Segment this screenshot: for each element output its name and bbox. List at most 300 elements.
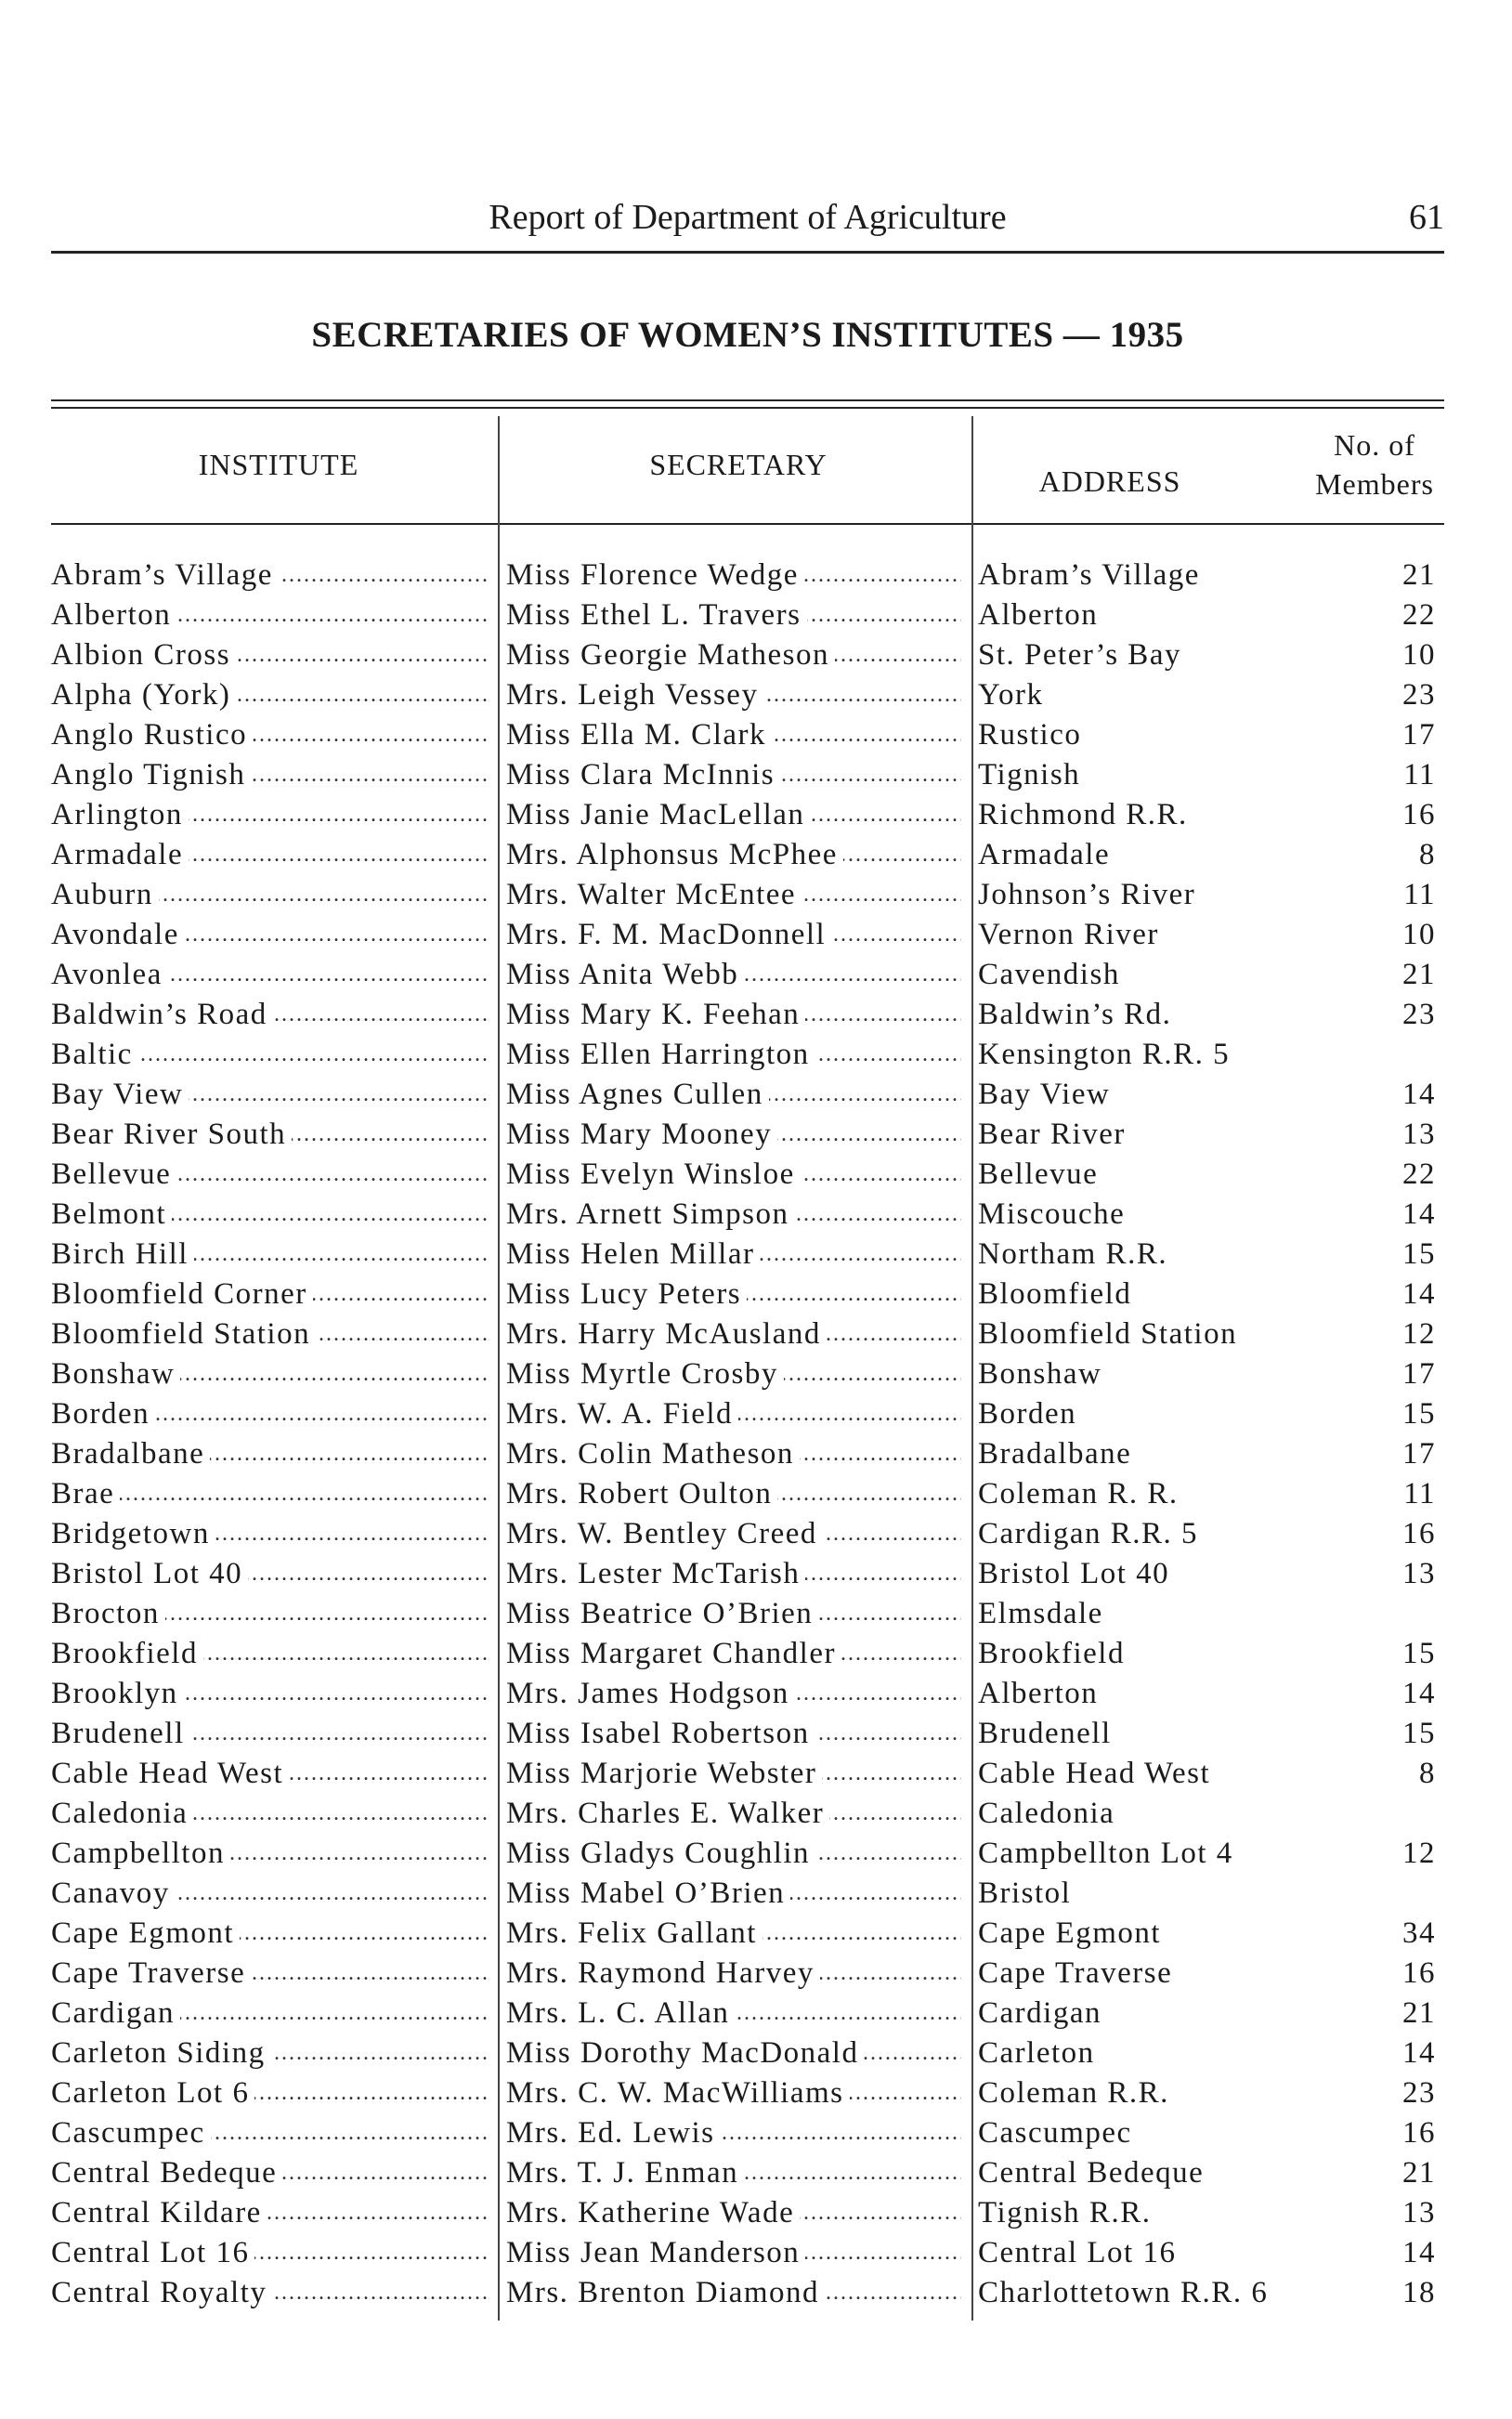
institute-cell-text: Bonshaw bbox=[51, 1354, 180, 1394]
secretary-cell bbox=[506, 1155, 961, 1195]
members-cell bbox=[1361, 1634, 1441, 1674]
address-cell-text: Brookfield bbox=[978, 1637, 1130, 1670]
secretary-cell bbox=[506, 1195, 961, 1235]
members-cell bbox=[1361, 1075, 1441, 1115]
institute-cell bbox=[51, 1554, 488, 1594]
institute-cell bbox=[51, 755, 488, 795]
members-cell bbox=[1361, 675, 1441, 715]
institute-cell bbox=[51, 2153, 488, 2193]
institute-cell bbox=[51, 715, 488, 755]
members-cell-text: 23 bbox=[1402, 678, 1441, 712]
members-cell bbox=[1361, 1594, 1441, 1634]
institute-cell-text: Birch Hill bbox=[51, 1235, 194, 1275]
institute-cell bbox=[51, 1794, 488, 1834]
table-row bbox=[51, 1674, 1444, 1714]
institute-cell bbox=[51, 1914, 488, 1954]
secretary-cell bbox=[506, 2113, 961, 2153]
column-header-address: ADDRESS bbox=[1038, 464, 1181, 498]
secretary-cell-text: Mrs. Walter McEntee bbox=[506, 875, 802, 915]
table-top-rule bbox=[51, 399, 1444, 409]
address-cell-text: Tignish bbox=[978, 758, 1086, 791]
secretary-cell bbox=[506, 1794, 961, 1834]
institute-cell bbox=[51, 795, 488, 835]
institute-cell-text: Brocton bbox=[51, 1594, 165, 1634]
members-cell bbox=[1361, 1155, 1441, 1195]
members-cell bbox=[1361, 1914, 1441, 1954]
secretary-cell-text: Miss Beatrice O’Brien bbox=[506, 1594, 818, 1634]
address-cell-text: Caledonia bbox=[978, 1797, 1120, 1830]
members-cell bbox=[1361, 2193, 1441, 2233]
address-cell bbox=[978, 1394, 1336, 1434]
secretary-cell bbox=[506, 1075, 961, 1115]
table-row bbox=[51, 2113, 1444, 2153]
members-cell-text: 17 bbox=[1402, 718, 1441, 752]
secretary-cell-text: Mrs. Raymond Harvey bbox=[506, 1954, 820, 1994]
institute-cell-text: Caledonia bbox=[51, 1794, 193, 1834]
members-cell-text: 10 bbox=[1402, 638, 1441, 672]
secretary-cell-text: Miss Helen Millar bbox=[506, 1235, 760, 1275]
institute-cell bbox=[51, 556, 488, 595]
table-row bbox=[51, 1754, 1444, 1794]
secretary-cell bbox=[506, 915, 961, 955]
table-row bbox=[51, 915, 1444, 955]
members-cell bbox=[1361, 755, 1441, 795]
address-cell-text: Kensington R.R. 5 bbox=[978, 1038, 1235, 1071]
address-cell bbox=[978, 1354, 1336, 1394]
institute-cell bbox=[51, 2193, 488, 2233]
institute-cell-text: Arlington bbox=[51, 795, 189, 835]
secretary-cell bbox=[506, 2153, 961, 2193]
table-row bbox=[51, 2153, 1444, 2193]
secretary-cell-text: Miss Mabel O’Brien bbox=[506, 1874, 790, 1914]
institute-cell bbox=[51, 1434, 488, 1474]
secretary-cell bbox=[506, 995, 961, 1035]
secretary-cell bbox=[506, 1314, 961, 1354]
institute-cell-text: Bellevue bbox=[51, 1155, 176, 1195]
members-cell bbox=[1361, 1195, 1441, 1235]
members-cell bbox=[1361, 1794, 1441, 1834]
secretary-cell bbox=[506, 1714, 961, 1754]
address-cell-text: Cape Traverse bbox=[978, 1956, 1178, 1990]
institute-cell-text: Abram’s Village bbox=[51, 556, 279, 595]
members-cell-text: 8 bbox=[1419, 1757, 1441, 1790]
secretary-cell-text: Miss Georgie Matheson bbox=[506, 635, 835, 675]
institute-cell bbox=[51, 2073, 488, 2113]
address-cell bbox=[978, 1474, 1336, 1514]
secretary-cell-text: Mrs. Lester McTarish bbox=[506, 1554, 805, 1594]
institute-cell-text: Carleton Lot 6 bbox=[51, 2073, 254, 2113]
members-cell-text: 13 bbox=[1402, 2196, 1441, 2229]
institute-cell-text: Bay View bbox=[51, 1075, 189, 1115]
address-cell-text: Bellevue bbox=[978, 1157, 1103, 1191]
address-cell-text: Armadale bbox=[978, 838, 1115, 871]
members-cell bbox=[1361, 915, 1441, 955]
table-row bbox=[51, 595, 1444, 635]
address-cell-text: Brudenell bbox=[978, 1717, 1117, 1750]
institute-cell-text: Avondale bbox=[51, 915, 185, 955]
secretary-cell-text: Mrs. Robert Oulton bbox=[506, 1474, 777, 1514]
members-cell-text: 21 bbox=[1402, 958, 1441, 991]
address-cell bbox=[978, 1115, 1336, 1155]
address-cell-text: Bear River bbox=[978, 1118, 1131, 1151]
institute-cell-text: Belmont bbox=[51, 1195, 172, 1235]
institute-cell bbox=[51, 1994, 488, 2033]
running-head-title: Report of Department of Agriculture bbox=[489, 198, 1007, 237]
members-cell-text: 10 bbox=[1402, 918, 1441, 951]
address-cell bbox=[978, 2033, 1336, 2073]
secretary-cell-text: Mrs. Ed. Lewis bbox=[506, 2113, 720, 2153]
members-cell bbox=[1361, 1354, 1441, 1394]
members-cell-text: 15 bbox=[1402, 1717, 1441, 1750]
members-cell bbox=[1361, 1554, 1441, 1594]
secretary-cell-text: Mrs. Arnett Simpson bbox=[506, 1195, 794, 1235]
table-row bbox=[51, 1514, 1444, 1554]
address-cell bbox=[978, 1434, 1336, 1474]
members-cell bbox=[1361, 1674, 1441, 1714]
address-cell-text: Baldwin’s Rd. bbox=[978, 998, 1177, 1031]
institute-cell bbox=[51, 1075, 488, 1115]
secretary-cell-text: Mrs. T. J. Enman bbox=[506, 2153, 744, 2193]
institute-cell bbox=[51, 1834, 488, 1874]
address-cell-text: Central Lot 16 bbox=[978, 2236, 1181, 2269]
secretary-cell-text: Miss Jean Manderson bbox=[506, 2233, 805, 2273]
address-cell bbox=[978, 1914, 1336, 1954]
members-cell-text bbox=[1436, 1876, 1441, 1910]
table-title: SECRETARIES OF WOMEN’S INSTITUTES — 1935 bbox=[311, 315, 1184, 355]
table-row bbox=[51, 1275, 1444, 1314]
secretary-cell bbox=[506, 1474, 961, 1514]
address-cell bbox=[978, 835, 1336, 875]
table-row bbox=[51, 1554, 1444, 1594]
table-row bbox=[51, 1035, 1444, 1075]
secretary-cell bbox=[506, 755, 961, 795]
institute-cell-text: Baldwin’s Road bbox=[51, 995, 273, 1035]
address-cell-text: St. Peter’s Bay bbox=[978, 638, 1187, 672]
secretary-cell bbox=[506, 1594, 961, 1634]
members-cell-text: 16 bbox=[1402, 798, 1441, 831]
secretary-cell-text: Miss Janie MacLellan bbox=[506, 795, 810, 835]
secretary-cell-text: Mrs. Colin Matheson bbox=[506, 1434, 800, 1474]
secretary-cell-text: Mrs. James Hodgson bbox=[506, 1674, 795, 1714]
secretary-cell bbox=[506, 1874, 961, 1914]
address-cell-text: Richmond R.R. bbox=[978, 798, 1193, 831]
secretary-cell-text: Miss Florence Wedge bbox=[506, 556, 804, 595]
table-row bbox=[51, 1115, 1444, 1155]
members-cell-text: 14 bbox=[1402, 2236, 1441, 2269]
secretary-cell bbox=[506, 1434, 961, 1474]
members-cell bbox=[1361, 1115, 1441, 1155]
members-cell-text: 23 bbox=[1402, 998, 1441, 1031]
table-row bbox=[51, 835, 1444, 875]
institute-cell bbox=[51, 1714, 488, 1754]
institute-cell bbox=[51, 1874, 488, 1914]
institute-cell bbox=[51, 2273, 488, 2313]
column-header-institute: INSTITUTE bbox=[198, 448, 359, 481]
table-row bbox=[51, 1075, 1444, 1115]
secretary-cell bbox=[506, 2233, 961, 2273]
institute-cell-text: Alpha (York) bbox=[51, 675, 236, 715]
address-cell bbox=[978, 1674, 1336, 1714]
address-cell-text: Alberton bbox=[978, 598, 1103, 632]
members-cell-text bbox=[1436, 1038, 1441, 1071]
address-cell bbox=[978, 1754, 1336, 1794]
address-cell bbox=[978, 635, 1336, 675]
address-cell bbox=[978, 795, 1336, 835]
institute-cell-text: Baltic bbox=[51, 1035, 138, 1075]
address-cell-text: Cape Egmont bbox=[978, 1916, 1167, 1950]
table-row bbox=[51, 875, 1444, 915]
secretary-cell-text: Mrs. Felix Gallant bbox=[506, 1914, 763, 1954]
institute-cell bbox=[51, 1235, 488, 1275]
address-cell-text: Coleman R.R. bbox=[978, 2076, 1175, 2110]
table-row bbox=[51, 2233, 1444, 2273]
members-cell bbox=[1361, 1714, 1441, 1754]
institute-cell-text: Armadale bbox=[51, 835, 189, 875]
members-cell-text: 14 bbox=[1402, 1677, 1441, 1710]
members-cell bbox=[1361, 995, 1441, 1035]
secretary-cell bbox=[506, 875, 961, 915]
address-cell-text: Northam R.R. bbox=[978, 1237, 1173, 1271]
address-cell bbox=[978, 1594, 1336, 1634]
table-row bbox=[51, 1474, 1444, 1514]
institute-cell bbox=[51, 835, 488, 875]
table-row bbox=[51, 1794, 1444, 1834]
members-cell bbox=[1361, 1474, 1441, 1514]
institute-cell-text: Borden bbox=[51, 1394, 155, 1434]
secretary-cell-text: Miss Ella M. Clark bbox=[506, 715, 772, 755]
members-cell-text: 11 bbox=[1403, 758, 1441, 791]
institute-cell-text: Anglo Tignish bbox=[51, 755, 251, 795]
institute-cell-text: Bradalbane bbox=[51, 1434, 210, 1474]
members-cell bbox=[1361, 795, 1441, 835]
members-cell bbox=[1361, 635, 1441, 675]
secretary-cell-text: Mrs. C. W. MacWilliams bbox=[506, 2073, 850, 2113]
secretary-cell bbox=[506, 556, 961, 595]
members-cell-text: 17 bbox=[1402, 1437, 1441, 1471]
table-row bbox=[51, 2273, 1444, 2313]
secretary-cell bbox=[506, 2073, 961, 2113]
members-cell bbox=[1361, 835, 1441, 875]
members-cell-text: 12 bbox=[1402, 1317, 1441, 1351]
secretary-cell bbox=[506, 1275, 961, 1314]
address-cell bbox=[978, 1195, 1336, 1235]
members-cell bbox=[1361, 1834, 1441, 1874]
address-cell bbox=[978, 2153, 1336, 2193]
institute-cell-text: Central Royalty bbox=[51, 2273, 272, 2313]
institute-cell-text: Brae bbox=[51, 1474, 120, 1514]
members-cell bbox=[1361, 2073, 1441, 2113]
institute-cell bbox=[51, 1195, 488, 1235]
secretary-cell bbox=[506, 595, 961, 635]
table-row bbox=[51, 755, 1444, 795]
institute-cell bbox=[51, 1954, 488, 1994]
institute-cell bbox=[51, 2113, 488, 2153]
institute-cell-text: Cape Egmont bbox=[51, 1914, 240, 1954]
address-cell-text: York bbox=[978, 678, 1049, 712]
institute-cell bbox=[51, 1275, 488, 1314]
members-cell-text: 22 bbox=[1402, 1157, 1441, 1191]
address-cell bbox=[978, 1874, 1336, 1914]
institute-cell-text: Bristol Lot 40 bbox=[51, 1554, 248, 1594]
members-cell bbox=[1361, 1954, 1441, 1994]
address-cell-text: Bloomfield Station bbox=[978, 1317, 1243, 1351]
table-row bbox=[51, 1434, 1444, 1474]
address-cell bbox=[978, 2113, 1336, 2153]
institute-cell bbox=[51, 1394, 488, 1434]
address-cell-text: Bradalbane bbox=[978, 1437, 1137, 1471]
address-cell bbox=[978, 1035, 1336, 1075]
secretary-cell bbox=[506, 1834, 961, 1874]
table-row bbox=[51, 1914, 1444, 1954]
members-cell-text: 16 bbox=[1402, 1956, 1441, 1990]
table-row bbox=[51, 1954, 1444, 1994]
members-cell bbox=[1361, 875, 1441, 915]
secretary-cell-text: Miss Lucy Peters bbox=[506, 1275, 747, 1314]
secretary-cell-text: Miss Mary K. Feehan bbox=[506, 995, 805, 1035]
address-cell-text: Cable Head West bbox=[978, 1757, 1216, 1790]
institute-cell-text: Central Kildare bbox=[51, 2193, 267, 2233]
institute-cell bbox=[51, 595, 488, 635]
institute-cell-text: Campbellton bbox=[51, 1834, 230, 1874]
table-row bbox=[51, 1155, 1444, 1195]
institute-cell-text: Bloomfield Station bbox=[51, 1314, 316, 1354]
secretary-cell bbox=[506, 2273, 961, 2313]
address-cell bbox=[978, 1155, 1336, 1195]
table-row bbox=[51, 1834, 1444, 1874]
institute-cell bbox=[51, 995, 488, 1035]
table-row bbox=[51, 675, 1444, 715]
members-cell-text: 16 bbox=[1402, 1517, 1441, 1550]
address-cell bbox=[978, 1314, 1336, 1354]
address-cell bbox=[978, 2073, 1336, 2113]
members-cell bbox=[1361, 1514, 1441, 1554]
secretary-cell-text: Miss Gladys Coughlin bbox=[506, 1834, 815, 1874]
secretary-cell-text: Miss Isabel Robertson bbox=[506, 1714, 815, 1754]
table-row bbox=[51, 1634, 1444, 1674]
address-cell-text: Carleton bbox=[978, 2036, 1101, 2070]
address-cell bbox=[978, 1075, 1336, 1115]
institute-cell bbox=[51, 1354, 488, 1394]
secretary-cell bbox=[506, 1035, 961, 1075]
members-cell bbox=[1361, 1394, 1441, 1434]
secretary-cell bbox=[506, 1354, 961, 1394]
address-cell-text: Alberton bbox=[978, 1677, 1103, 1710]
secretary-cell-text: Miss Anita Webb bbox=[506, 955, 744, 995]
members-cell-text: 11 bbox=[1403, 878, 1441, 911]
column-header-members-line1: No. of bbox=[1334, 428, 1415, 462]
members-cell-text: 21 bbox=[1402, 558, 1441, 592]
secretary-cell bbox=[506, 675, 961, 715]
members-cell-text: 13 bbox=[1402, 1118, 1441, 1151]
secretary-cell-text: Mrs. W. A. Field bbox=[506, 1394, 738, 1434]
institute-cell bbox=[51, 675, 488, 715]
members-cell bbox=[1361, 1874, 1441, 1914]
institute-cell bbox=[51, 2233, 488, 2273]
address-cell bbox=[978, 755, 1336, 795]
address-cell bbox=[978, 1954, 1336, 1994]
secretary-cell-text: Miss Agnes Cullen bbox=[506, 1075, 769, 1115]
members-cell bbox=[1361, 1314, 1441, 1354]
members-cell bbox=[1361, 1035, 1441, 1075]
address-cell bbox=[978, 715, 1336, 755]
institute-cell-text: Anglo Rustico bbox=[51, 715, 253, 755]
institute-table bbox=[51, 556, 1444, 2313]
members-cell-text: 34 bbox=[1402, 1916, 1441, 1950]
address-cell-text: Bloomfield bbox=[978, 1277, 1137, 1311]
address-cell-text: Campbellton Lot 4 bbox=[978, 1837, 1239, 1870]
members-cell-text: 8 bbox=[1419, 838, 1441, 871]
institute-cell bbox=[51, 2033, 488, 2073]
table-row bbox=[51, 1994, 1444, 2033]
members-cell bbox=[1361, 2233, 1441, 2273]
address-cell-text: Bonshaw bbox=[978, 1357, 1107, 1391]
secretary-cell-text: Mrs. Charles E. Walker bbox=[506, 1794, 829, 1834]
table-row bbox=[51, 715, 1444, 755]
table-row bbox=[51, 1235, 1444, 1275]
institute-cell-text: Canavoy bbox=[51, 1874, 176, 1914]
institute-cell bbox=[51, 955, 488, 995]
secretary-cell bbox=[506, 1674, 961, 1714]
address-cell-text: Bristol Lot 40 bbox=[978, 1557, 1175, 1590]
table-row bbox=[51, 1195, 1444, 1235]
table-row bbox=[51, 2073, 1444, 2113]
header-divider bbox=[51, 251, 1444, 254]
secretary-cell bbox=[506, 1754, 961, 1794]
members-cell-text: 18 bbox=[1402, 2276, 1441, 2309]
address-cell bbox=[978, 675, 1336, 715]
address-cell bbox=[978, 1794, 1336, 1834]
secretary-cell bbox=[506, 1235, 961, 1275]
address-cell bbox=[978, 1554, 1336, 1594]
members-cell bbox=[1361, 1434, 1441, 1474]
address-cell-text: Elmsdale bbox=[978, 1597, 1109, 1630]
institute-cell-text: Cardigan bbox=[51, 1994, 180, 2033]
address-cell bbox=[978, 2233, 1336, 2273]
table-row bbox=[51, 2193, 1444, 2233]
table-row bbox=[51, 1314, 1444, 1354]
institute-cell bbox=[51, 1035, 488, 1075]
secretary-cell bbox=[506, 715, 961, 755]
secretary-cell bbox=[506, 955, 961, 995]
institute-cell bbox=[51, 1514, 488, 1554]
column-header-members bbox=[1282, 425, 1467, 503]
address-cell bbox=[978, 2273, 1336, 2313]
members-cell-text: 15 bbox=[1402, 1397, 1441, 1431]
address-cell bbox=[978, 1634, 1336, 1674]
address-cell bbox=[978, 955, 1336, 995]
members-cell bbox=[1361, 595, 1441, 635]
members-cell bbox=[1361, 955, 1441, 995]
secretary-cell bbox=[506, 835, 961, 875]
secretary-cell-text: Miss Mary Mooney bbox=[506, 1115, 777, 1155]
secretary-cell bbox=[506, 1394, 961, 1434]
address-cell-text: Rustico bbox=[978, 718, 1087, 752]
members-cell-text: 14 bbox=[1402, 1078, 1441, 1111]
institute-cell-text: Alberton bbox=[51, 595, 176, 635]
members-cell bbox=[1361, 1275, 1441, 1314]
members-cell-text: 15 bbox=[1402, 1237, 1441, 1271]
members-cell-text: 21 bbox=[1402, 1996, 1441, 2030]
table-row bbox=[51, 1874, 1444, 1914]
address-cell-text: Cavendish bbox=[978, 958, 1126, 991]
header-bottom-rule bbox=[51, 523, 1444, 525]
address-cell-text: Coleman R. R. bbox=[978, 1477, 1184, 1510]
address-cell-text: Charlottetown R.R. 6 bbox=[978, 2276, 1273, 2309]
secretary-cell-text: Mrs. Harry McAusland bbox=[506, 1314, 827, 1354]
members-cell-text: 21 bbox=[1402, 2156, 1441, 2190]
institute-cell bbox=[51, 635, 488, 675]
address-cell bbox=[978, 595, 1336, 635]
